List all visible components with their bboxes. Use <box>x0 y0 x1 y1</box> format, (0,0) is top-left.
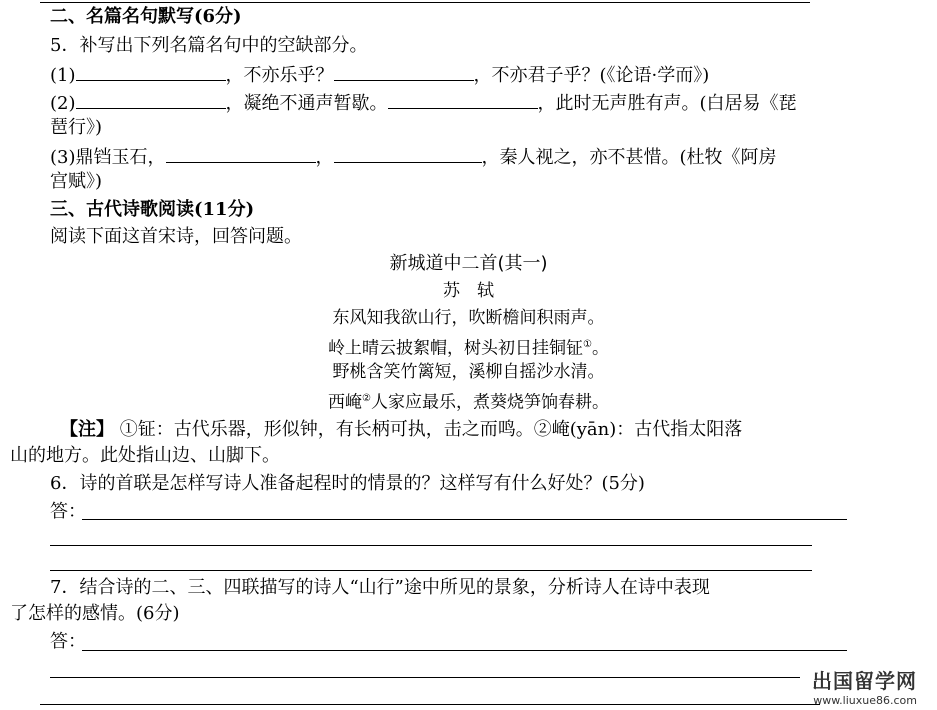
notes-text-1: ①钲：古代乐器，形似钟，有长柄可执，击之而鸣。②崦(yān)：古代指太阳落 <box>119 419 743 440</box>
watermark-logo <box>812 665 917 707</box>
footnote-mark-2: ② <box>362 393 371 404</box>
item2-end: ，此时无声胜有声。(白居易《琵 <box>537 93 797 114</box>
poem-line-4-end: 人家应最乐，煮葵烧笋饷春耕。 <box>370 392 609 413</box>
q6-answer-line-3[interactable] <box>50 570 812 571</box>
item1-mid: ，不亦乐乎？ <box>225 65 334 86</box>
q7-answer-line-2[interactable] <box>50 677 800 678</box>
poem-title: 新城道中二首(其一) <box>389 253 548 274</box>
q7-prompt-line-2: 了怎样的感情。(6分) <box>10 603 180 624</box>
q6-answer-line-1[interactable] <box>82 519 847 520</box>
notes-line-1 <box>60 418 742 442</box>
answer-blank-3a[interactable] <box>166 144 316 163</box>
item1-end: ，不亦君子乎？(《论语·学而》) <box>473 65 710 86</box>
item1-number: (1) <box>50 65 76 86</box>
answer-blank-2b[interactable] <box>388 90 538 109</box>
poem-line-2 <box>0 333 937 361</box>
item3-sep: ， <box>315 147 334 168</box>
answer-blank-3b[interactable] <box>334 144 482 163</box>
section3-instruction: 阅读下面这首宋诗，回答问题。 <box>50 226 302 247</box>
q7-prompt-line-1: 7．结合诗的二、三、四联描写的诗人“山行”途中所见的景象，分析诗人在诗中表现 <box>50 577 710 598</box>
footnote-mark-1: ① <box>583 339 592 350</box>
q5-item-2 <box>50 90 797 116</box>
poem-line-2-end: 。 <box>591 338 609 359</box>
answer-blank-2a[interactable] <box>76 90 226 109</box>
top-rule <box>40 2 810 3</box>
poem-line-1: 东风知我欲山行，吹断檐间积雨声。 <box>332 308 605 328</box>
section3-heading: 三、古代诗歌阅读(11分) <box>50 199 255 220</box>
item2-number: (2) <box>50 93 76 114</box>
poem-author: 苏 轼 <box>443 281 494 301</box>
q7-answer-line-1[interactable] <box>82 650 847 651</box>
poem-line-3: 野桃含笑竹篱短，溪柳自摇沙水清。 <box>332 362 605 382</box>
notes-label: 【注】 <box>60 419 114 440</box>
q7-answer-line-3[interactable] <box>40 704 820 705</box>
answer-blank-1b[interactable] <box>334 62 474 81</box>
poem-line-2-text: 岭上晴云披絮帽，树头初日挂铜钲 <box>328 338 584 359</box>
watermark-url: www.liuxue86.com <box>813 694 917 707</box>
q5-item-1 <box>50 62 709 88</box>
section2-heading: 二、名篇名句默写(6分) <box>50 6 242 27</box>
item3-start: (3)鼎铛玉石， <box>50 147 166 168</box>
notes-line-2: 山的地方。此处指山边、山脚下。 <box>10 445 280 466</box>
q5-prompt: 5．补写出下列名篇名句中的空缺部分。 <box>50 35 368 56</box>
poem-line-4-start: 西崦 <box>328 392 363 413</box>
item2-mid: ，凝绝不通声暂歇。 <box>225 93 388 114</box>
item3-end: ，秦人视之，亦不甚惜。(杜牧《阿房 <box>481 147 777 168</box>
q5-item-3-continued: 宫赋》) <box>50 171 103 192</box>
q6-answer-label: 答： <box>50 501 86 522</box>
answer-blank-1a[interactable] <box>76 62 226 81</box>
q5-item-2-continued: 琶行》) <box>50 117 103 138</box>
watermark-title: 出国留学网 <box>812 669 917 693</box>
poem-line-4 <box>0 387 937 415</box>
q6-prompt: 6．诗的首联是怎样写诗人准备起程时的情景的？这样写有什么好处？(5分) <box>50 473 645 494</box>
q7-answer-label: 答： <box>50 631 86 652</box>
q5-item-3 <box>50 144 777 170</box>
q6-answer-line-2[interactable] <box>50 545 812 546</box>
